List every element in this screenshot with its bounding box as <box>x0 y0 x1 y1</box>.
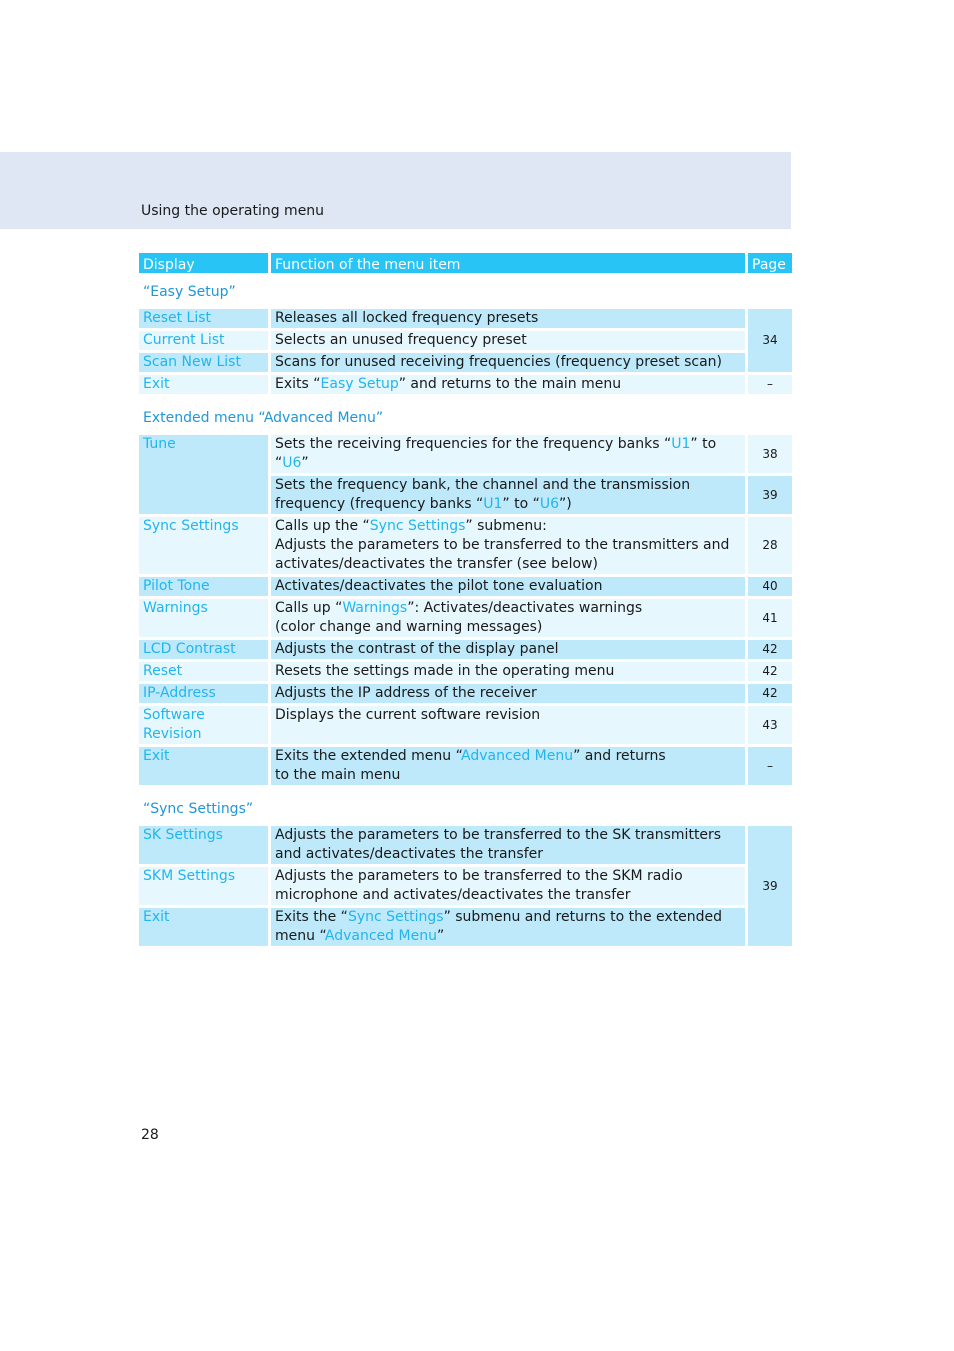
menu-item-skm-settings: SKM Settings <box>139 867 268 905</box>
menu-item-lcd-contrast: LCD Contrast <box>139 640 268 659</box>
menu-reference: Warnings <box>342 600 408 616</box>
menu-item-function <box>271 747 745 785</box>
menu-reference: Sync Settings <box>347 909 444 925</box>
menu-reference: U1 <box>671 436 691 452</box>
text: Adjusts the parameters to be transferred to the transmitters and activates/deactivates the transfer (see below) <box>275 537 730 572</box>
page-reference: 28 <box>748 517 792 574</box>
menu-item-exit: Exit <box>139 908 268 946</box>
menu-item-sync-settings: Sync Settings <box>139 517 268 574</box>
menu-item-ip-address: IP-Address <box>139 684 268 703</box>
menu-item-current-list: Current List <box>139 331 268 350</box>
menu-reference: U1 <box>483 496 503 512</box>
text: ” and returns to the main menu <box>398 376 622 392</box>
section-title-advanced-menu: Extended menu “Advanced Menu” <box>143 410 384 426</box>
header-band <box>0 152 791 229</box>
text: Exits “ <box>275 376 321 392</box>
menu-reference: Advanced Menu <box>324 928 437 944</box>
column-header-function: Function of the menu item <box>271 253 745 273</box>
text: Calls up the “ <box>275 518 370 534</box>
menu-item-function: Adjusts the IP address of the receiver <box>271 684 745 703</box>
text: ” and returns <box>573 748 666 764</box>
page-reference: 43 <box>748 706 792 744</box>
text: Exits the extended menu “ <box>275 748 462 764</box>
menu-item-function: Adjusts the contrast of the display panel <box>271 640 745 659</box>
menu-item-function: Adjusts the parameters to be transferred to the SKM radio microphone and activates/deactivates the transfer <box>271 867 745 905</box>
page-number: 28 <box>141 1127 159 1143</box>
menu-item-reset: Reset <box>139 662 268 681</box>
menu-item-exit: Exit <box>139 747 268 785</box>
text: ”: Activates/deactivates warnings <box>407 600 643 616</box>
text: Sets the frequency bank, the channel and the transmission frequency (frequency banks “ <box>275 477 691 512</box>
page-reference: 41 <box>748 599 792 637</box>
text: ” submenu and returns to the extended menu “ <box>275 909 723 944</box>
menu-item-function <box>271 375 745 394</box>
menu-reference: U6 <box>539 496 560 512</box>
menu-item-tune: Tune <box>139 435 268 514</box>
menu-item-function: Releases all locked frequency presets <box>271 309 745 328</box>
text: ” to “ <box>275 436 717 471</box>
section-title-easy-setup: “Easy Setup” <box>143 284 236 300</box>
page-reference: – <box>748 747 792 785</box>
text: to the main menu <box>275 767 401 783</box>
page-reference: – <box>748 375 792 394</box>
menu-item-exit: Exit <box>139 375 268 394</box>
page-reference: 40 <box>748 577 792 596</box>
menu-item-function <box>271 476 745 514</box>
page-reference: 42 <box>748 640 792 659</box>
menu-item-function: Selects an unused frequency preset <box>271 331 745 350</box>
column-header-page: Page <box>748 253 792 273</box>
text: (color change and warning messages) <box>275 619 543 635</box>
menu-item-function: Resets the settings made in the operating menu <box>271 662 745 681</box>
menu-reference: Advanced Menu <box>461 748 574 764</box>
text: Sets the receiving frequencies for the frequency banks “ <box>275 436 672 452</box>
page-reference: 39 <box>748 476 792 514</box>
text: ” <box>301 455 309 471</box>
menu-reference: Easy Setup <box>320 376 399 392</box>
menu-table <box>139 253 792 946</box>
text: ” <box>436 928 445 944</box>
menu-item-function <box>271 517 745 574</box>
text: ”) <box>559 496 572 512</box>
column-header-display: Display <box>139 253 268 273</box>
menu-item-reset-list: Reset List <box>139 309 268 328</box>
menu-reference: Sync Settings <box>369 518 466 534</box>
menu-item-sk-settings: SK Settings <box>139 826 268 864</box>
menu-item-function <box>271 599 745 637</box>
page-reference: 34 <box>748 309 792 372</box>
page-reference: 42 <box>748 684 792 703</box>
menu-item-function: Scans for unused receiving frequencies (frequency preset scan) <box>271 353 745 372</box>
menu-item-function <box>271 435 745 473</box>
section-title-sync-settings: “Sync Settings” <box>143 801 254 817</box>
menu-item-warnings: Warnings <box>139 599 268 637</box>
text: ” to “ <box>502 496 540 512</box>
page-header-title: Using the operating menu <box>141 203 325 219</box>
menu-item-function: Adjusts the parameters to be transferred to the SK transmitters and activates/deactivates the transfer <box>271 826 745 864</box>
text: ” submenu: <box>465 518 547 534</box>
menu-reference: U6 <box>282 455 302 471</box>
page-reference: 42 <box>748 662 792 681</box>
text: Calls up “ <box>275 600 343 616</box>
menu-item-pilot-tone: Pilot Tone <box>139 577 268 596</box>
menu-item-function <box>271 908 745 946</box>
page-reference: 38 <box>748 435 792 473</box>
menu-item-function: Activates/deactivates the pilot tone evaluation <box>271 577 745 596</box>
menu-item-scan-new-list: Scan New List <box>139 353 268 372</box>
text: Exits the “ <box>275 909 348 925</box>
menu-item-software-revision: Software Revision <box>139 706 268 744</box>
menu-item-function: Displays the current software revision <box>271 706 745 744</box>
page-reference: 39 <box>748 826 792 946</box>
